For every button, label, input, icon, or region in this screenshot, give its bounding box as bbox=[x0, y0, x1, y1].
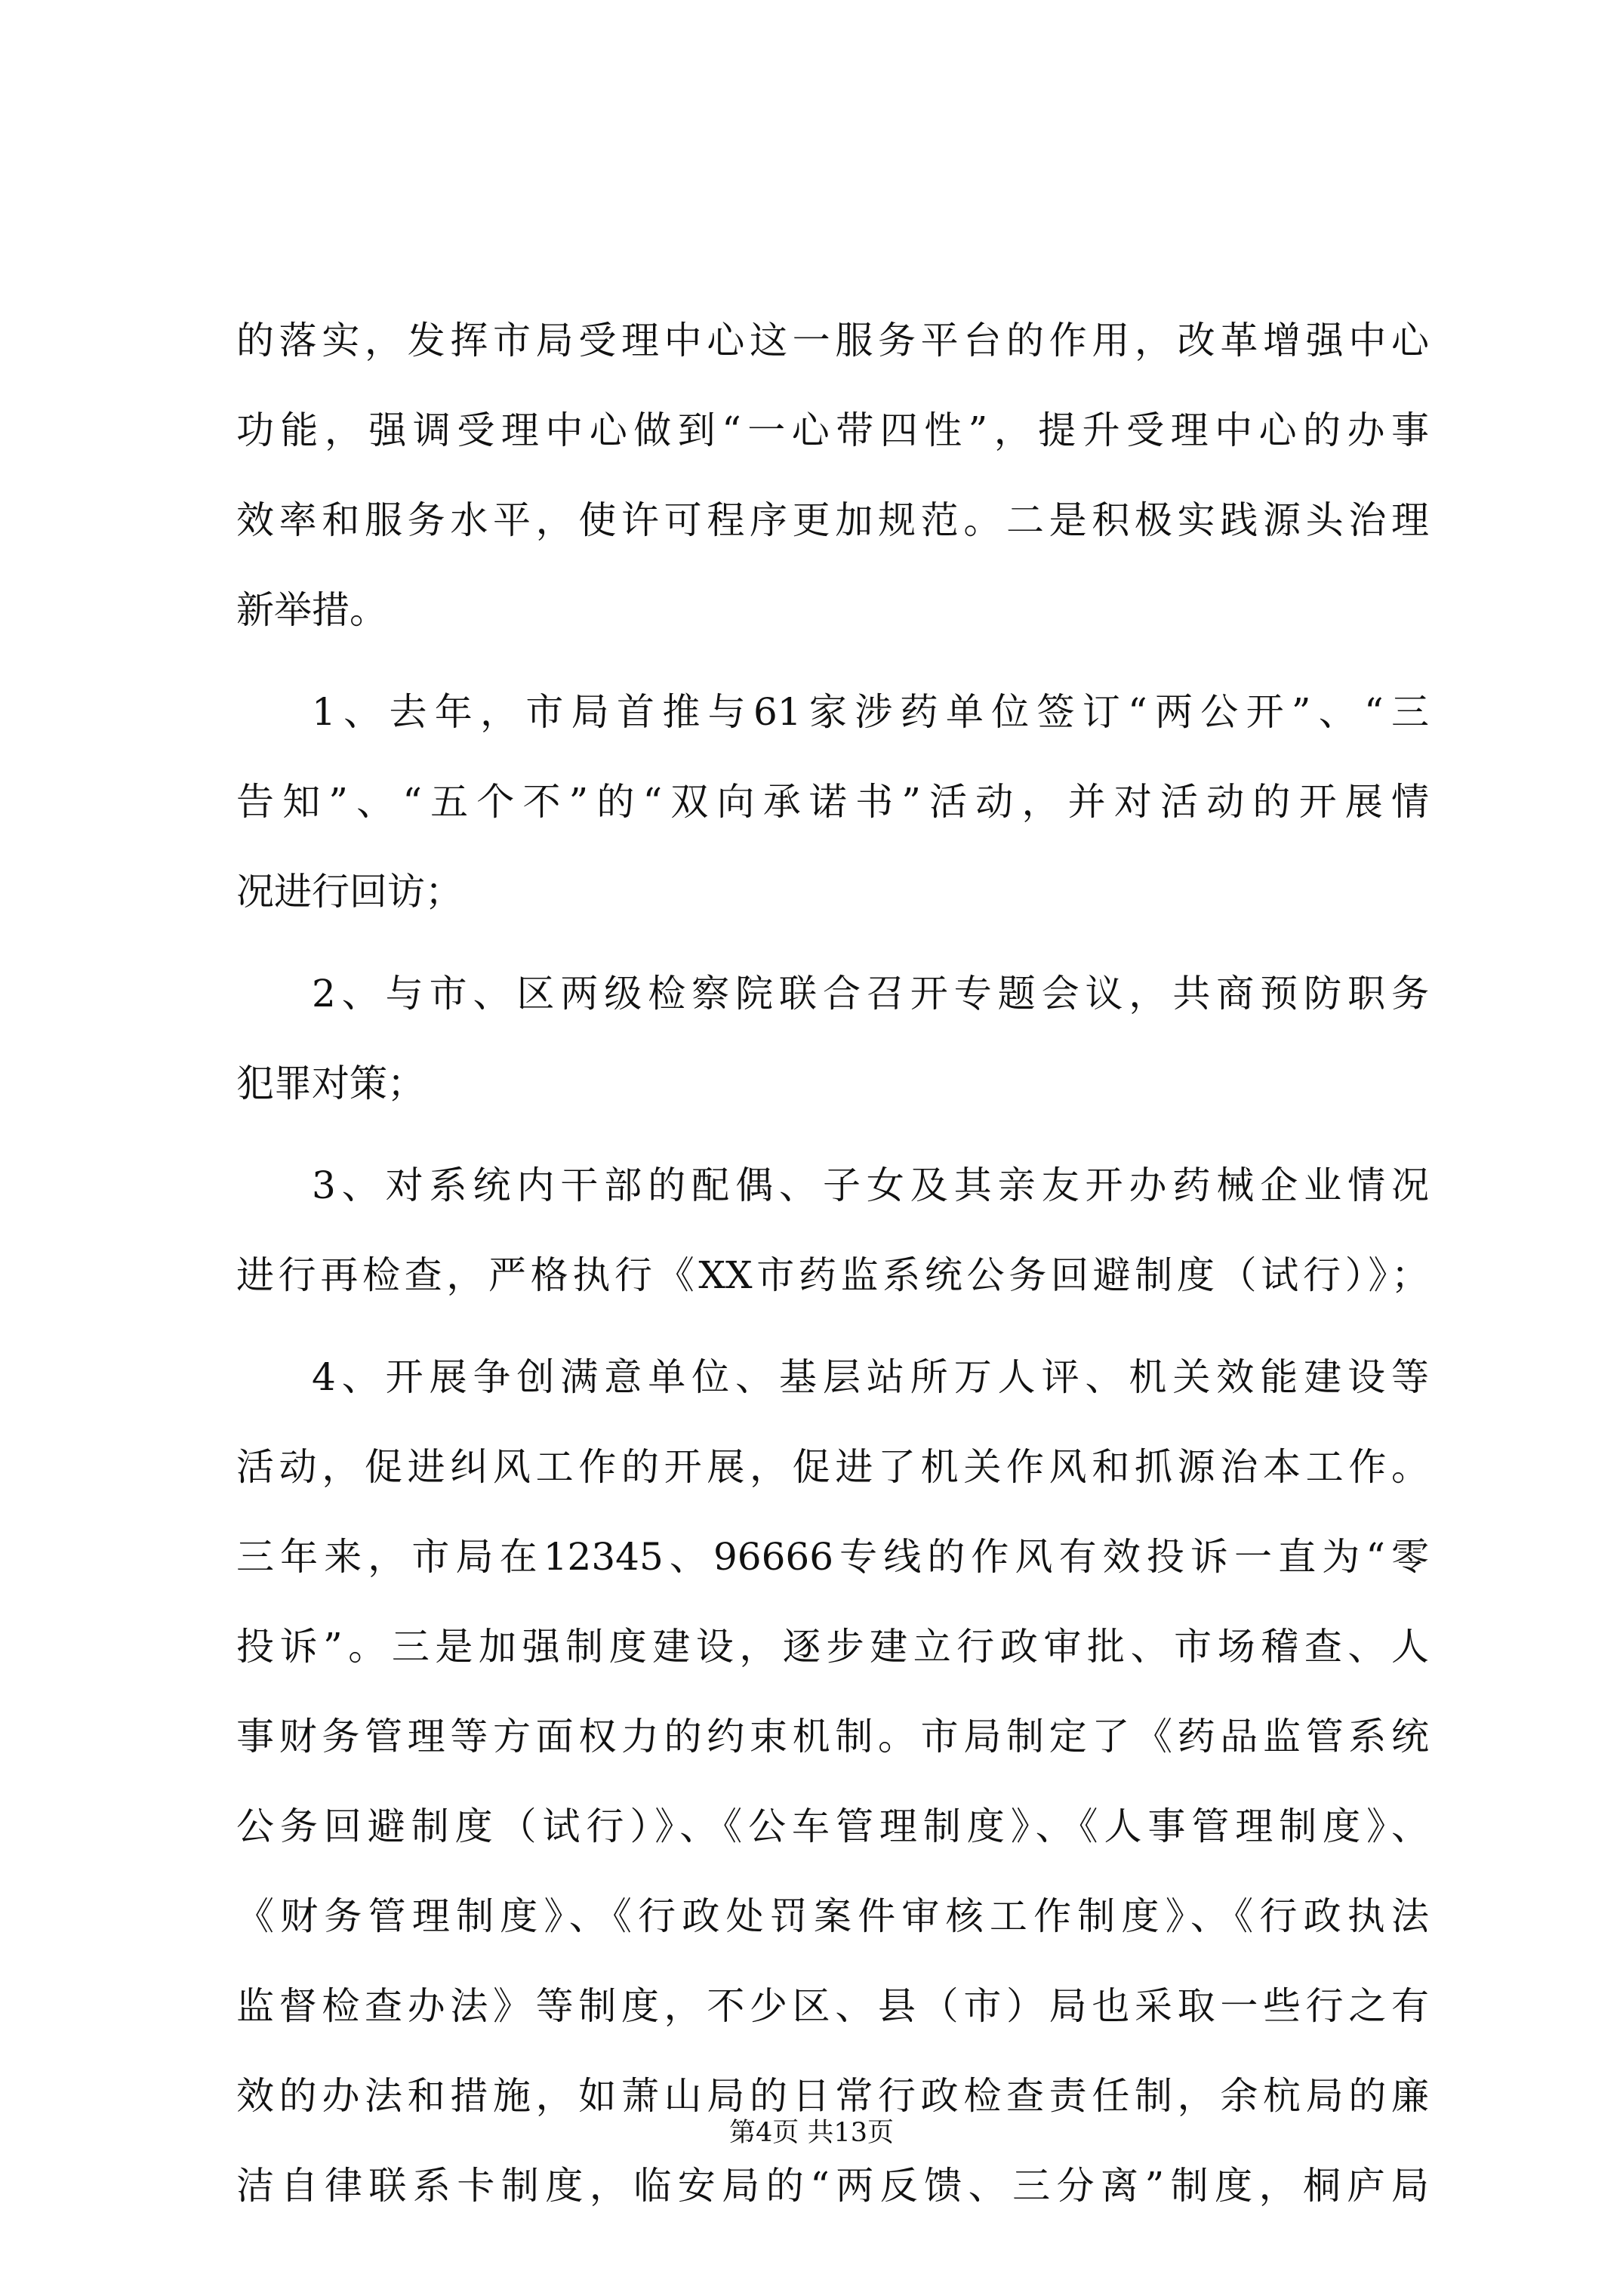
text-line: 公务回避制度（试行）》、《公车管理制度》、《人事管理制度》、 bbox=[236, 1804, 1429, 1848]
text-line: 事财务管理等方面权力的约束机制。市局制定了《药品监管系统 bbox=[236, 1715, 1429, 1758]
text-line: 效率和服务水平，使许可程序更加规范。二是积极实践源头治理 bbox=[236, 498, 1429, 542]
text-line: 2、与市、区两级检察院联合召开专题会议，共商预防职务 bbox=[312, 972, 1429, 1015]
text-line: 犯罪对策； bbox=[236, 1062, 425, 1105]
text-line: 三年来，市局在12345、96666专线的作风有效投诉一直为“零 bbox=[236, 1535, 1429, 1579]
body-text bbox=[236, 296, 1429, 2231]
text-line: 洁自律联系卡制度，临安局的“两反馈、三分离”制度，桐庐局 bbox=[236, 2164, 1429, 2208]
text-line: 监督检查办法》等制度，不少区、县（市）局也采取一些行之有 bbox=[236, 1984, 1429, 2028]
page-footer bbox=[0, 2110, 1623, 2156]
text-line: 功能，强调受理中心做到“一心带四性”，提升受理中心的办事 bbox=[236, 408, 1429, 452]
text-line: 效的办法和措施，如萧山局的日常行政检查责任制，余杭局的廉 bbox=[236, 2074, 1429, 2118]
text-line: 进行再检查，严格执行《XX市药监系统公务回避制度（试行）》； bbox=[236, 1253, 1429, 1297]
text-line: 告知”、“五个不”的“双向承诺书”活动，并对活动的开展情 bbox=[236, 780, 1429, 824]
text-line: 《财务管理制度》、《行政处罚案件审核工作制度》、《行政执法 bbox=[236, 1894, 1429, 1938]
text-line: 4、开展争创满意单位、基层站所万人评、机关效能建设等 bbox=[312, 1355, 1429, 1399]
text-line: 活动，促进纠风工作的开展，促进了机关作风和抓源治本工作。 bbox=[236, 1445, 1429, 1489]
text-line: 新举措。 bbox=[236, 588, 387, 632]
text-line: 况进行回访； bbox=[236, 870, 463, 914]
text-line: 的落实，发挥市局受理中心这一服务平台的作用，改革增强中心 bbox=[236, 319, 1429, 362]
text-line: 投诉”。三是加强制度建设，逐步建立行政审批、市场稽查、人 bbox=[236, 1625, 1429, 1669]
text-line: 1、去年，市局首推与61家涉药单位签订“两公开”、“三 bbox=[312, 690, 1429, 734]
page-number-label: 第4页 共13页 bbox=[729, 2118, 894, 2148]
text-line: 3、对系统内干部的配偶、子女及其亲友开办药械企业情况 bbox=[312, 1163, 1429, 1207]
